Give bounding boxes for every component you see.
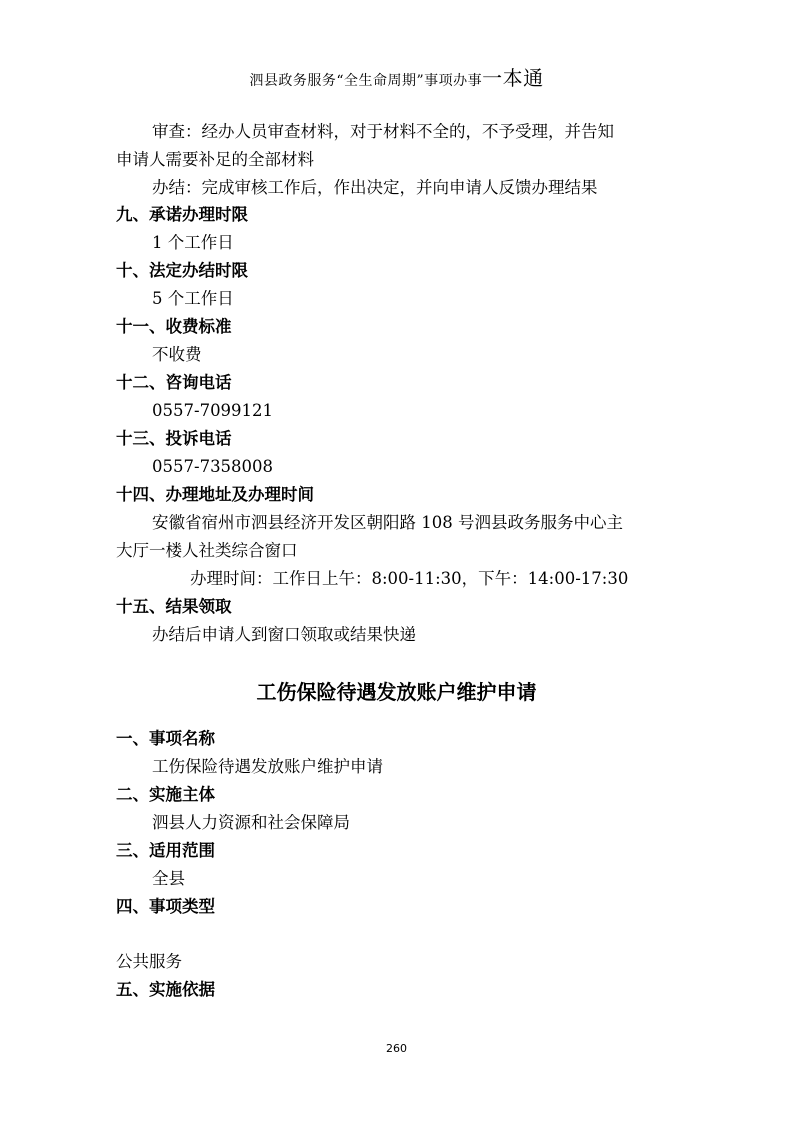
page-number: 260 bbox=[386, 1042, 407, 1055]
section-9-heading: 九、承诺办理时限 bbox=[116, 205, 248, 224]
page-header bbox=[0, 62, 793, 91]
conclude-step: 办结：完成审核工作后，作出决定，并向申请人反馈办理结果 bbox=[152, 178, 598, 197]
section-15-heading: 十五、结果领取 bbox=[116, 597, 232, 616]
section-12-heading: 十二、咨询电话 bbox=[116, 373, 232, 392]
section-5-heading: 五、实施依据 bbox=[116, 980, 215, 999]
section-3-heading: 三、适用范围 bbox=[116, 841, 215, 860]
section-2-heading: 二、实施主体 bbox=[116, 785, 215, 804]
section-4-heading: 四、事项类型 bbox=[116, 897, 215, 916]
section-14-address-cont: 大厅一楼人社类综合窗口 bbox=[116, 541, 298, 560]
section-11-value: 不收费 bbox=[152, 345, 202, 364]
section-1-value: 工伤保险待遇发放账户维护申请 bbox=[152, 757, 383, 776]
item-title: 工伤保险待遇发放账户维护申请 bbox=[256, 680, 537, 704]
header-prefix: 泗县政务服务“全生命周期”事项办事 bbox=[249, 73, 483, 89]
section-3-value: 全县 bbox=[152, 869, 185, 888]
section-12-value: 0557-7099121 bbox=[152, 401, 274, 420]
section-15-value: 办结后申请人到窗口领取或结果快递 bbox=[152, 625, 416, 644]
section-10-value: 5 个工作日 bbox=[152, 289, 234, 308]
section-14-heading: 十四、办理地址及办理时间 bbox=[116, 485, 314, 504]
section-13-heading: 十三、投诉电话 bbox=[116, 429, 232, 448]
section-11-heading: 十一、收费标准 bbox=[116, 317, 232, 336]
section-10-heading: 十、法定办结时限 bbox=[116, 261, 248, 280]
section-14-hours: 办理时间：工作日上午：8:00-11:30，下午：14:00-17:30 bbox=[190, 569, 629, 588]
section-1-heading: 一、事项名称 bbox=[116, 729, 215, 748]
review-step-cont: 申请人需要补足的全部材料 bbox=[116, 150, 314, 169]
section-13-value: 0557-7358008 bbox=[152, 457, 274, 476]
section-2-value: 泗县人力资源和社会保障局 bbox=[152, 813, 350, 832]
section-9-value: 1 个工作日 bbox=[152, 233, 234, 252]
section-4-value: 公共服务 bbox=[116, 952, 182, 971]
section-14-address: 安徽省宿州市泗县经济开发区朝阳路 108 号泗县政务服务中心主 bbox=[152, 513, 623, 532]
header-suffix: 一本通 bbox=[482, 66, 544, 90]
review-step: 审查：经办人员审查材料，对于材料不全的，不予受理，并告知 bbox=[152, 122, 614, 141]
